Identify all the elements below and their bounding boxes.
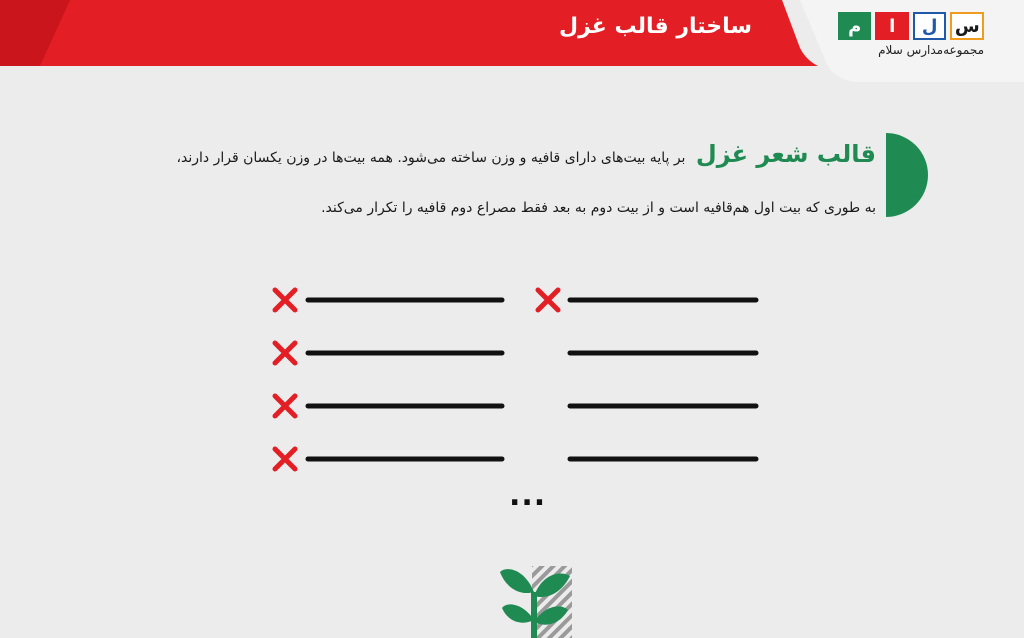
logo-letter-mim: م: [838, 12, 871, 40]
sprout-decor-icon: [498, 562, 578, 638]
logo-caption: مجموعه‌مدارس سلام: [878, 43, 984, 57]
intro-text-1: بر پایه بیت‌های دارای قافیه و وزن ساخته می‌شود. همه بیت‌ها در وزن یکسان قرار دارند،: [176, 150, 686, 166]
logo-letter-lam: ل: [913, 12, 947, 40]
rhyme-mark-verse-4-second: [275, 449, 295, 469]
rhyme-mark-verse-3-second: [275, 396, 295, 416]
page-title: ساختار قالب غزل: [559, 14, 752, 39]
rhyme-mark-verse-1-first: [538, 290, 558, 310]
rhyme-mark-verse-2-second: [275, 343, 295, 363]
rhyme-mark-verse-1-second: [275, 290, 295, 310]
intro-line-2: به طوری که بیت اول هم‌قافیه است و از بیت دوم به بعد فقط مصراع دوم قافیه را تکرار می‌کند.: [321, 200, 876, 216]
logo-letter-alef: ا: [875, 12, 908, 40]
intro-heading: قالب شعر غزل: [695, 140, 876, 168]
continuation-dots: ...: [509, 478, 547, 513]
logo-letter-sin: س: [950, 12, 984, 40]
